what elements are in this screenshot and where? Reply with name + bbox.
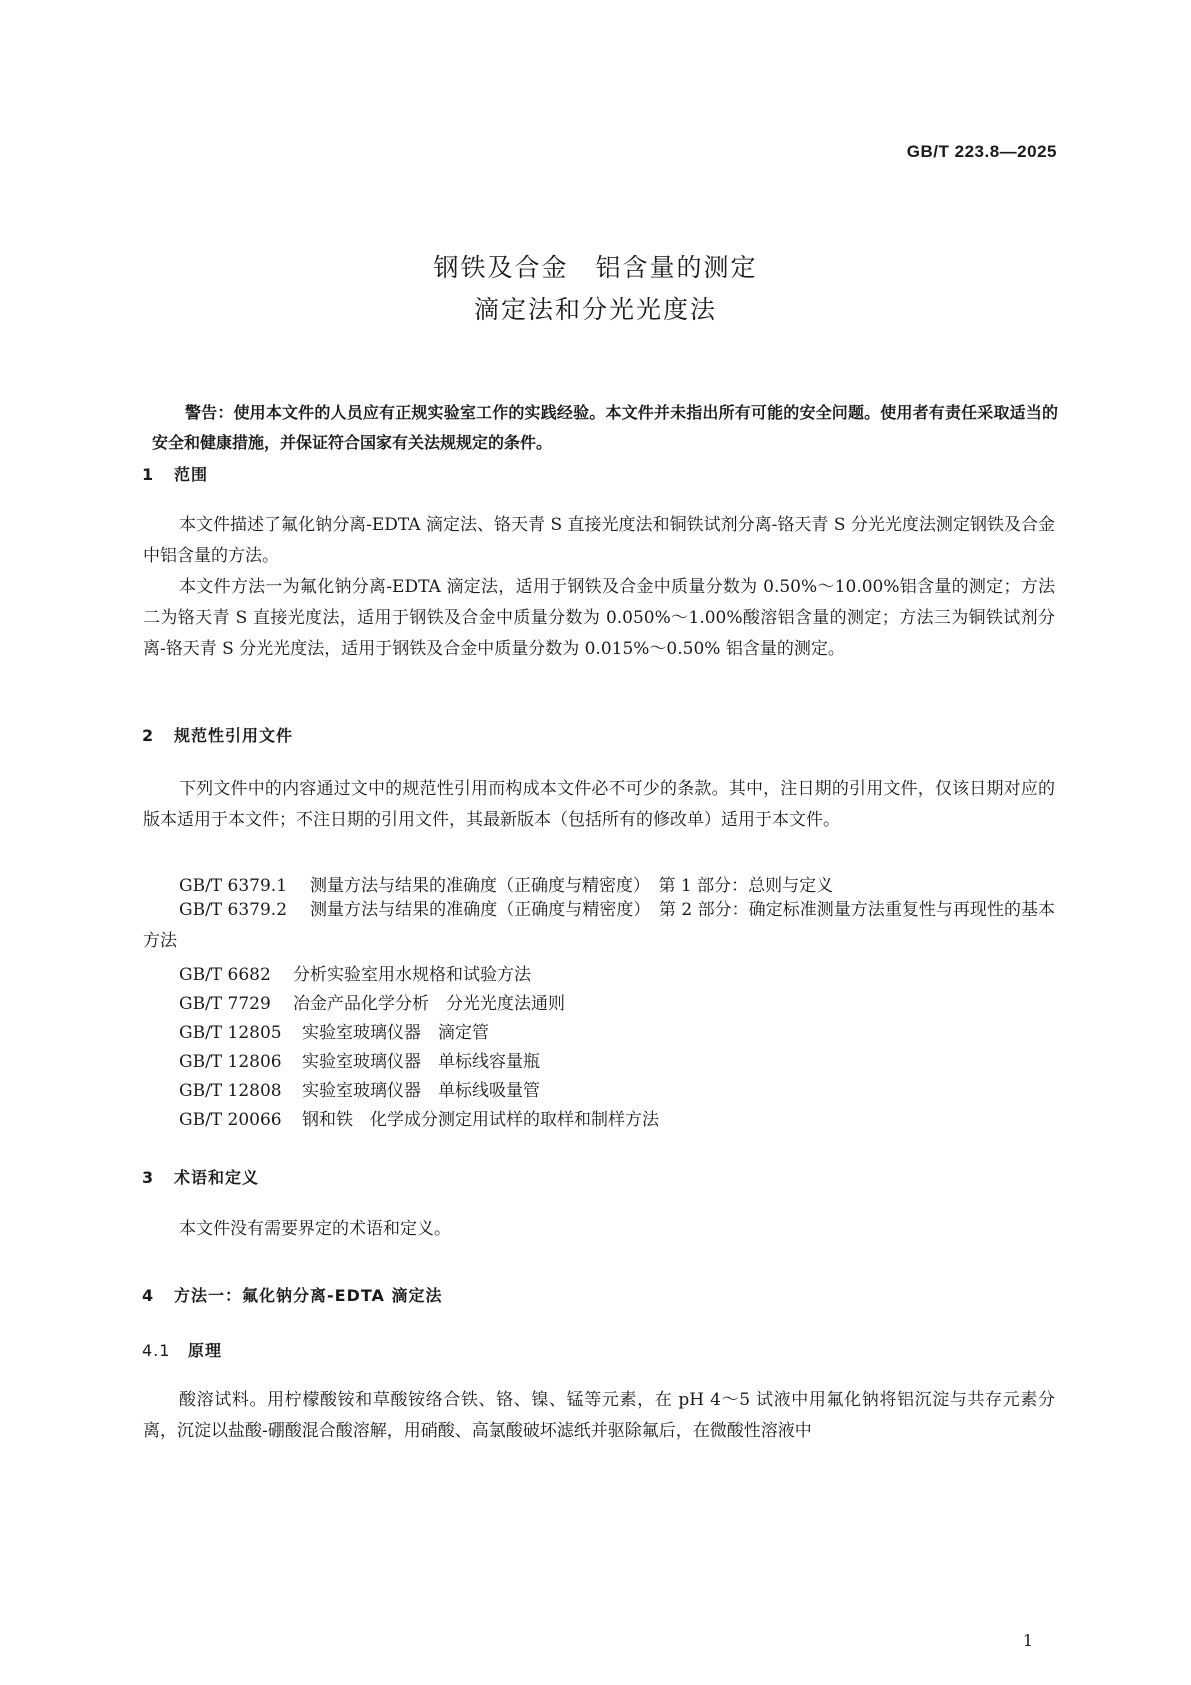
section-3-title: 术语和定义 <box>174 1168 260 1187</box>
reference-code: GB/T 12806 <box>179 1052 282 1072</box>
reference-item <box>179 989 565 1014</box>
reference-title: 实验室玻璃仪器 滴定管 <box>302 1023 489 1043</box>
reference-code: GB/T 6379.1 <box>179 876 288 896</box>
section-4-number: 4 <box>142 1286 155 1305</box>
section-4-1-title: 原理 <box>188 1341 223 1360</box>
reference-item <box>179 1047 540 1072</box>
reference-title: 分析实验室用水规格和试验方法 <box>293 965 531 985</box>
section-2-title: 规范性引用文件 <box>174 726 294 745</box>
reference-title: 测量方法与结果的准确度（正确度与精密度） 第 1 部分：总则与定义 <box>310 876 834 896</box>
section-4-heading <box>142 1283 442 1306</box>
section-1-title: 范围 <box>174 465 209 484</box>
section-3-number: 3 <box>142 1168 155 1187</box>
section-4-1-number: 4.1 <box>142 1341 171 1360</box>
reference-code: GB/T 12805 <box>179 1023 282 1043</box>
section-3-heading <box>142 1165 259 1188</box>
document-title-line-1: 钢铁及合金 铝含量的测定 <box>433 253 758 282</box>
reference-item <box>179 1076 540 1101</box>
warning-notice: 警告：使用本文件的人员应有正规实验室工作的实践经验。本文件并未指出所有可能的安全问题。使用者有责任采取适当的安全和健康措施，并保证符合国家有关法规规定的条件。 <box>152 403 1058 452</box>
reference-title: 实验室玻璃仪器 单标线容量瓶 <box>302 1052 540 1072</box>
page-number: 1 <box>1022 1631 1033 1650</box>
reference-item <box>179 871 833 896</box>
reference-code: GB/T 6682 <box>179 965 271 985</box>
reference-item <box>179 1018 489 1043</box>
section-2-intro: 下列文件中的内容通过文中的规范性引用而构成本文件必不可少的条款。其中，注日期的引用文件，仅该日期对应的版本适用于本文件；不注日期的引用文件，其最新版本（包括所有的修改单）适用于本文件。 <box>143 779 1055 830</box>
reference-code: GB/T 6379.2 <box>179 900 288 920</box>
reference-item <box>179 960 531 985</box>
section-4-1-heading <box>142 1338 222 1361</box>
section-1-heading <box>142 462 208 485</box>
section-1-paragraph-2: 本文件方法一为氟化钠分离-EDTA 滴定法，适用于钢铁及合金中质量分数为 0.50%～10.00%铝含量的测定；方法二为铬天青 S 直接光度法，适用于钢铁及合金中质量分数为 0.050%～1.00%酸溶铝含量的测定；方法三为铜铁试剂分离-铬天青 S 分光光度法，适用于钢铁及合金中质量分数为 0.015%～0.50% 铝含量的测定。 <box>143 577 1055 659</box>
reference-title: 钢和铁 化学成分测定用试样的取样和制样方法 <box>302 1110 659 1130</box>
section-1-number: 1 <box>142 465 155 484</box>
section-3-paragraph-1: 本文件没有需要界定的术语和定义。 <box>179 1219 451 1239</box>
section-1-paragraph-1: 本文件描述了氟化钠分离-EDTA 滴定法、铬天青 S 直接光度法和铜铁试剂分离-铬天青 S 分光光度法测定钢铁及合金中铝含量的方法。 <box>143 515 1055 566</box>
reference-item <box>179 1105 659 1130</box>
section-2-heading <box>142 723 293 746</box>
reference-title: 实验室玻璃仪器 单标线吸量管 <box>302 1081 540 1101</box>
standard-code: GB/T 223.8—2025 <box>906 142 1057 161</box>
section-4-1-paragraph-1: 酸溶试料。用柠檬酸铵和草酸铵络合铁、铬、镍、锰等元素，在 pH 4～5 试液中用氟化钠将铝沉淀与共存元素分离，沉淀以盐酸-硼酸混合酸溶解，用硝酸、高氯酸破坏滤纸并驱除氟后，在微酸性溶液中 <box>143 1390 1055 1441</box>
reference-item <box>143 895 1055 957</box>
document-title-line-2: 滴定法和分光光度法 <box>473 295 717 324</box>
reference-title: 测量方法与结果的准确度（正确度与精密度） 第 2 部分：确定标准测量方法重复性与再现性的基本方法 <box>143 900 1055 951</box>
reference-code: GB/T 12808 <box>179 1081 282 1101</box>
section-2-number: 2 <box>142 726 155 745</box>
section-4-title: 方法一：氟化钠分离-EDTA 滴定法 <box>174 1286 443 1305</box>
reference-code: GB/T 20066 <box>179 1110 282 1130</box>
reference-code: GB/T 7729 <box>179 994 271 1014</box>
reference-title: 冶金产品化学分析 分光光度法通则 <box>293 994 565 1014</box>
